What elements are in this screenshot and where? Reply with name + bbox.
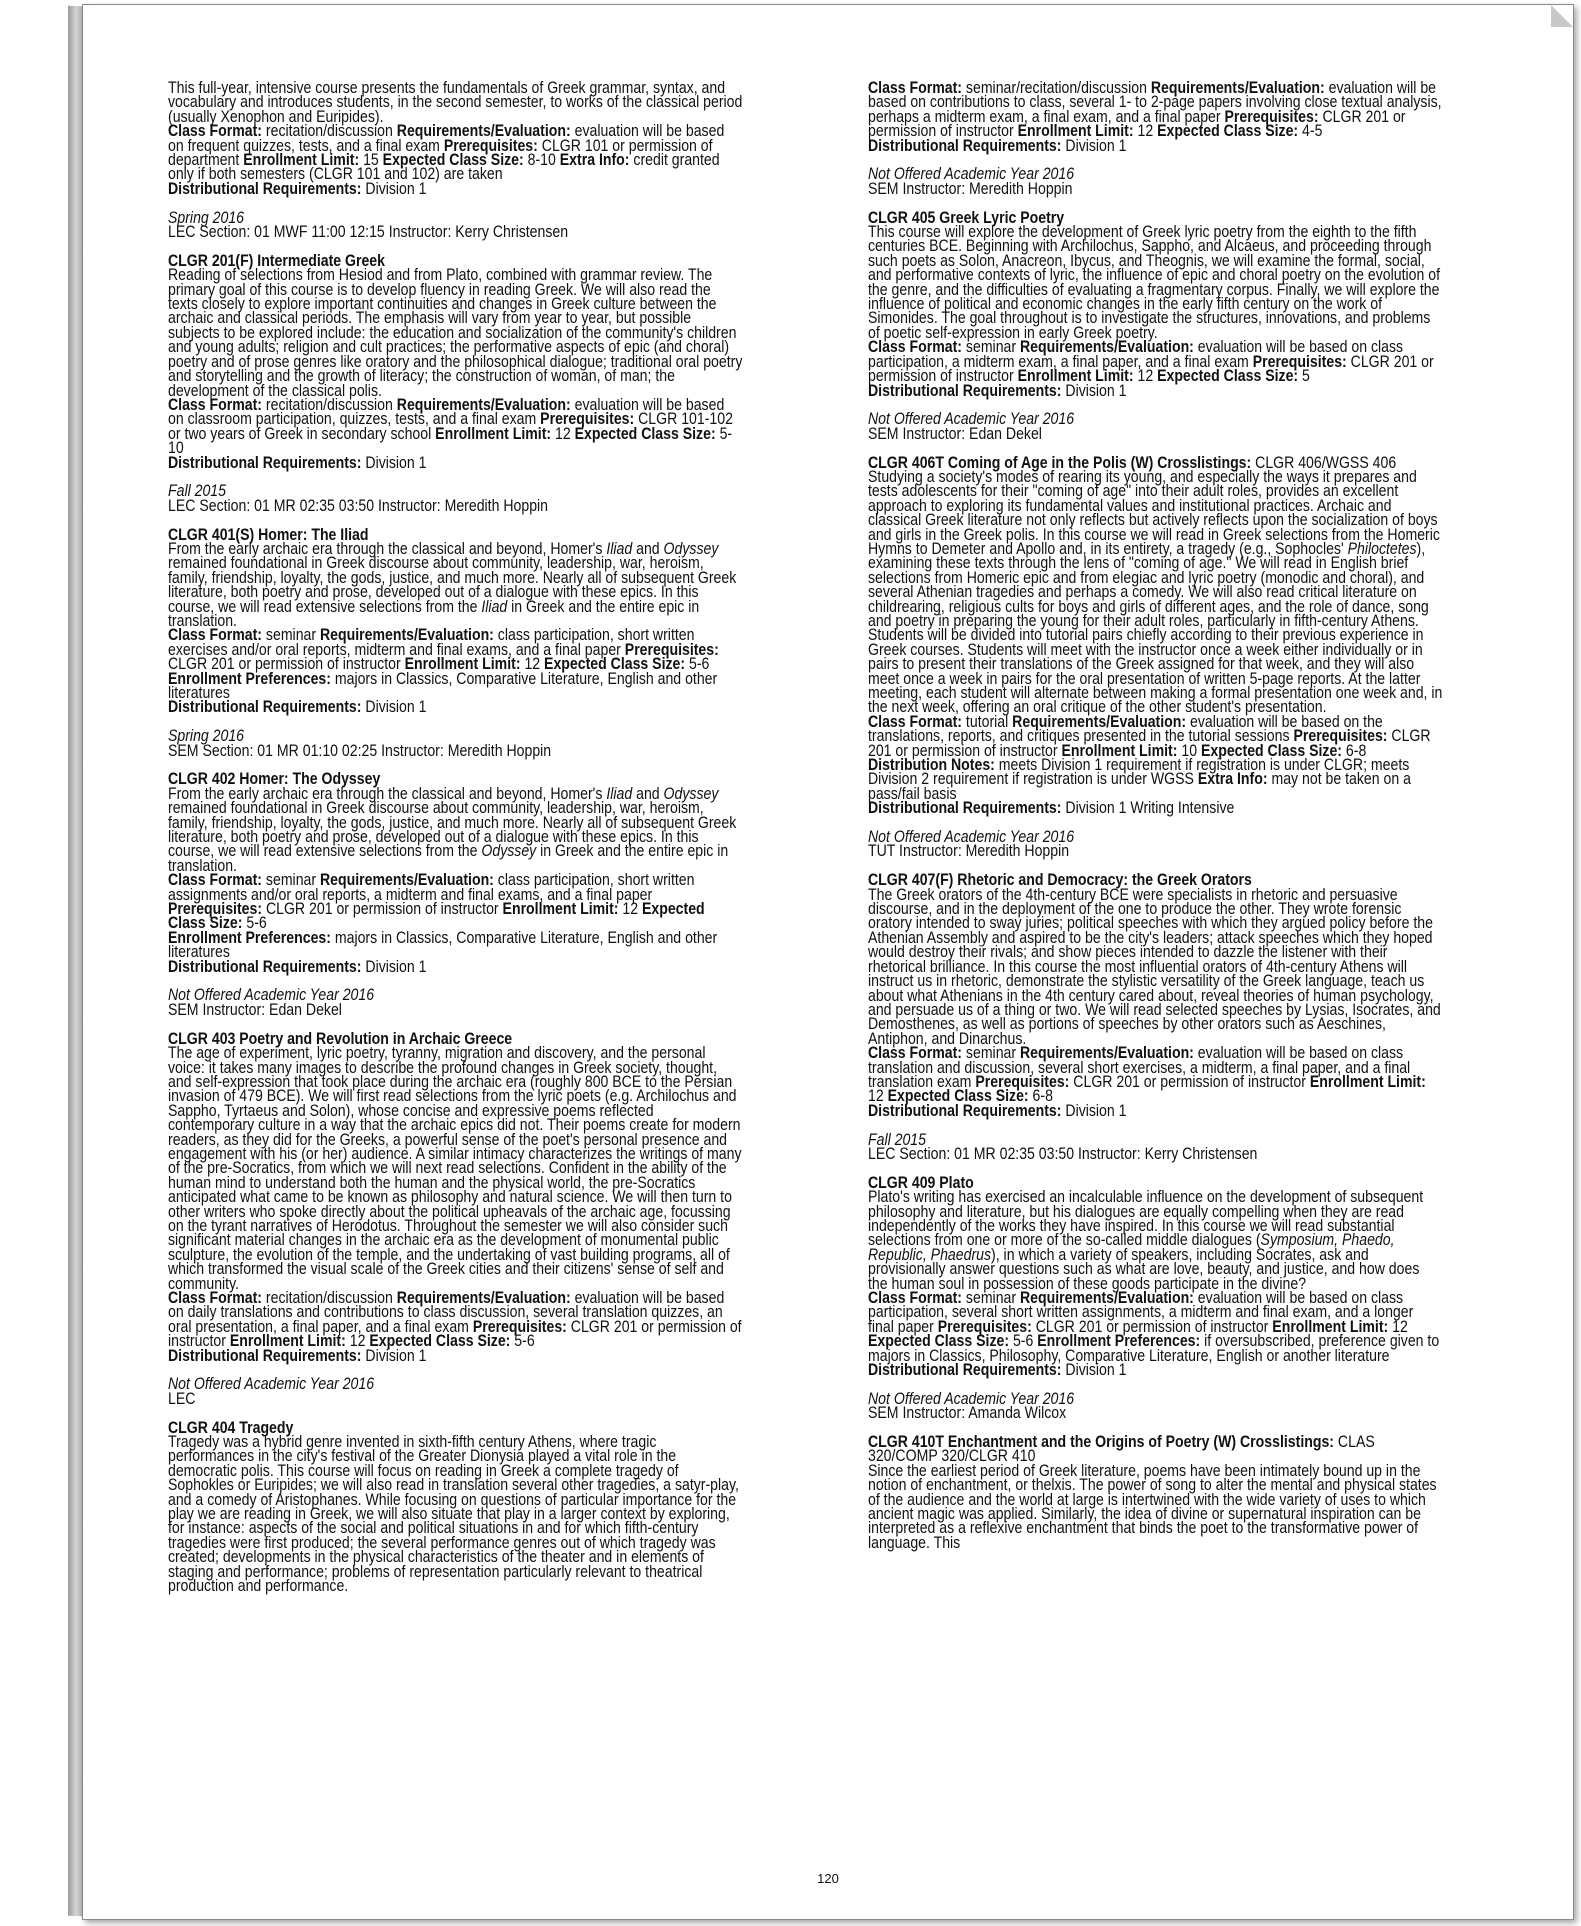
course-description: Tragedy was a hybrid genre invented in sixth-fifth century Athens, where tragic performances in the city's festival of the Greater Dionysia played a vital role in the democratic polis. This course will focus on reading in Greek a complete tragedy of Sophokles or Euripides; we will also read in translation several other tragedies, a satyr-play, and a comedy of Aristophanes. While focusing on questions of particular importance for the play we are reading in Greek, we will also situate that play in a larger context by exploring, for instance: aspects of the social and political situations in and for which fifth-century tragedies were first produced; the several performance genres out of which tragedy was created; developments in the physical characteristics of the theater and in elements of staging and performance; problems of representation particularly relevant to theatrical production and performance. xyxy=(168,1433,739,1596)
catalog-page xyxy=(82,4,1574,1920)
course-description: Plato's writing has exercised an incalculable influence on the development of subsequent philosophy and literature, but his dialogues are equally compelling when they are read independently of the works they have inspired. In this course we will read substantial selections from one or more of the so-called middle dialogues (Symposium, Phaedo, Republic, Phaedrus), in which a variety of speakers, including Socrates, ask and provisionally answer questions such as what are love, beauty, and justice, and how does the human soul in possession of these goods participate in the divine? Class Format: seminar Requirements/Evaluation: evaluation will be based on class participation, several short written assignments, a midterm and final exam, and a longer final paper Prerequisites: CLGR 201 or permission of instructor Enrollment Limit: 12 Expected Class Size: 5-6 Enrollment Preferences: if oversubscribed, preference given to majors in Classics, Philosophy, Comparative Literature, English or another literature Distributional Requirements: Division 1 xyxy=(868,1188,1440,1380)
term-label: Not Offered Academic Year 2016 xyxy=(168,1375,375,1394)
course-title: CLGR 403 Poetry and Revolution in Archaic Greece xyxy=(168,1029,513,1048)
course-description: The Greek orators of the 4th-century BCE were specialists in rhetoric and persuasive discourse, and in the deployment of the one to produce the other. They wrote forensic oratory intended to sway juries; political speeches with which they argued policy before the Athenian Assembly and aspired to be the city's leaders; attack speeches which they hoped would destroy their rivals; and show pieces intended to dazzle the listener with their rhetorical brilliance. In this course the most influential orators of 4th-century Athens will instruct us in rhetoric, demonstrate the stylistic versatility of the Greek language, teach us about what Athenians in the 4th century cared about, reveal theories of human psychology, and persuade us of a thing or two. We will read selected speeches by Lysias, Isocrates, and Demosthenes, as well as portions of speeches by other orators such as Aeschines, Antiphon, and Dinarchus. Class Format: seminar Requirements/Evaluation: evaluation will be based on class translation and discussion, several short exercises, a midterm, a final paper, and a final translation exam Prerequisites: CLGR 201 or permission of instructor Enrollment Limit: 12 Expected Class Size: 6-8 Distributional Requirements: Division 1 xyxy=(868,885,1441,1120)
term-label: Not Offered Academic Year 2016 xyxy=(868,165,1075,184)
course-description: From the early archaic era through the classical and beyond, Homer's Iliad and Odyssey remained foundational in Greek discourse about community, leadership, war, heroism, family, friendship, loyalty, the gods, justice, and much more. Nearly all of subsequent Greek literature, both poetry and prose, developed out of a dialogue with these epics. In this course, we will read extensive selections from the Iliad in Greek and the entire epic in translation. Class Format: seminar Requirements/Evaluation: class participation, short written exercises and/or oral reports, midterm and final exams, and a final paper Prerequisites: CLGR 201 or permission of instructor Enrollment Limit: 12 Expected Class Size: 5-6 Enrollment Preferences: majors in Classics, Comparative Literature, English and other literatures Distributional Requirements: Division 1 xyxy=(168,539,737,717)
section-info: SEM Instructor: Meredith Hoppin xyxy=(868,179,1073,198)
course-description: This full-year, intensive course presents the fundamentals of Greek grammar, syntax, and vocabulary and introduces students, in the second semester, to works of the classical period (usually Xenophon and Euripides). Class Format: recitation/discussion Requirements/Evaluation: evaluation will be based on frequent quizzes, tests, and a final exam Prerequisites: CLGR 101 or permission of department Enrollment Limit: 15 Expected Class Size: 8-10 Extra Info: credit granted only if both semesters (CLGR 101 and 102) are taken Distributional Requirements: Division 1 xyxy=(168,79,743,198)
course-title: CLGR 407(F) Rhetoric and Democracy: the Greek Orators xyxy=(868,871,1252,890)
page-corner-fold xyxy=(1551,5,1573,27)
course-description: Class Format: seminar/recitation/discussion Requirements/Evaluation: evaluation will be based on contributions to class, several 1- to 2-page papers involving close textual analysis, perhaps a midterm exam, a final exam, and a final paper Prerequisites: CLGR 201 or permission of instructor Enrollment Limit: 12 Expected Class Size: 4-5 Distributional Requirements: Division 1 xyxy=(868,79,1442,155)
right-column xyxy=(868,81,1442,1550)
course-title: CLGR 404 Tragedy xyxy=(168,1418,294,1437)
section-info: LEC Section: 01 MR 02:35 03:50 Instructor: Kerry Christensen xyxy=(868,1144,1258,1163)
course-description: Reading of selections from Hesiod and from Plato, combined with grammar review. The primary goal of this course is to develop fluency in reading Greek. We will also read the texts closely to explore important continuities and changes in Greek culture between the archaic and classical periods. The emphasis will vary from year to year, but possible subjects to be explored include: the education and socialization of the community's children and young adults; religion and cult practices; the performative aspects of epic (and choral) poetry and of prose genres like oratory and the philosophical dialogue; traditional oral poetry and storytelling and the growth of literacy; the construction of woman, of man; the development of the classical polis. Class Format: recitation/discussion Requirements/Evaluation: evaluation will be based on classroom participation, quizzes, tests, and a final exam Prerequisites: CLGR 101-102 or two years of Greek in secondary school Enrollment Limit: 12 Expected Class Size: 5-10 Distributional Requirements: Division 1 xyxy=(168,266,743,472)
course-title: CLGR 406T Coming of Age in the Polis (W) Crosslistings: CLGR 406/WGSS 406 xyxy=(868,453,1397,472)
section-info: SEM Section: 01 MR 01:10 02:25 Instructor: Meredith Hoppin xyxy=(168,741,552,760)
left-column xyxy=(168,81,742,1594)
term-label: Not Offered Academic Year 2016 xyxy=(868,410,1075,429)
course-title: CLGR 405 Greek Lyric Poetry xyxy=(868,208,1065,227)
course-description: From the early archaic era through the classical and beyond, Homer's Iliad and Odyssey remained foundational in Greek discourse about community, leadership, war, heroism, family, friendship, loyalty, the gods, justice, and much more. Nearly all of subsequent Greek literature, both poetry and prose, developed out of a dialogue with these epics. In this course, we will read extensive selections from the Odyssey in Greek and the entire epic in translation. Class Format: seminar Requirements/Evaluation: class participation, short written assignments and/or oral reports, a midterm and final exams, and a final paper Prerequisites: CLGR 201 or permission of instructor Enrollment Limit: 12 Expected Class Size: 5-6 Enrollment Preferences: majors in Classics, Comparative Literature, English and other literatures Distributional Requirements: Division 1 xyxy=(168,784,737,976)
course-title: CLGR 201(F) Intermediate Greek xyxy=(168,251,385,270)
section-info: LEC Section: 01 MR 02:35 03:50 Instructor: Meredith Hoppin xyxy=(168,496,549,515)
course-description: This course will explore the development of Greek lyric poetry from the eighth to the fifth centuries BCE. Beginning with Archilochus, Sappho, and Alcaeus, and proceeding through such poets as Solon, Anacreon, Ibycus, and Theognis, we will examine the formal, social, and performative contexts of lyric, the influence of epic and choral poetry on the evolution of the genre, and the difficulties of evaluating a fragmentary corpus. Finally, we will explore the influence of political and economic changes in the early fifth century on the work of Simonides. The goal throughout is to investigate the structures, innovations, and problems of poetic self-expression in early Greek poetry. Class Format: seminar Requirements/Evaluation: evaluation will be based on class participation, a midterm exam, a final paper, and a final exam Prerequisites: CLGR 201 or permission of instructor Enrollment Limit: 12 Expected Class Size: 5 Distributional Requirements: Division 1 xyxy=(868,223,1441,400)
course-title: CLGR 410T Enchantment and the Origins of Poetry (W) Crosslistings: CLAS 320/COMP 320/CLGR 410 xyxy=(868,1433,1375,1466)
term-label: Fall 2015 xyxy=(868,1130,926,1149)
term-label: Spring 2016 xyxy=(168,727,245,746)
term-label: Spring 2016 xyxy=(168,208,245,227)
section-info: SEM Instructor: Edan Dekel xyxy=(168,1000,342,1019)
course-title: CLGR 409 Plato xyxy=(868,1173,974,1192)
course-description: Studying a society's modes of rearing its young, and especially the ways it prepares and tests adolescents for their "coming of age" into their adult roles, provides an excellent approach to exploring its fundamental values and institutional practices. Archaic and classical Greek literature not only reflects but actively reflects upon the socialization of boys and girls in the Greek polis. In this course we will read in Greek selections from the Homeric Hymns to Demeter and Apollo and, in its entirety, a tragedy (e.g., Sophocles' Philoctetes), examining these texts through the lens of "coming of age." We will read in English brief selections from Homeric epic and from elegiac and lyric poetry (monodic and choral), and several Athenian tragedies and perhaps a comedy. We will also read critical literature on childrearing, religious cults for boys and girls of different ages, and the role of dance, song and poetry in preparing the young for their adult roles, particularly in fifth-century Athens. Students will be divided into tutorial pairs chiefly according to their previous experience in Greek courses. Students will meet with the instructor once a week either individually or in pairs to present their translations of the Greek assigned for that week, and they will also meet once a week in pairs for the oral presentation of written 5-page reports. At the latter meeting, each student will alternate between making a formal presentation one week and, in the next week, offering an oral critique of the other student's presentation. Class Format: tutorial Requirements/Evaluation: evaluation will be based on the translations, reports, and critiques presented in the tutorial sessions Prerequisites: CLGR 201 or permission of instructor Enrollment Limit: 10 Expected Class Size: 6-8 Distribution Notes: meets Division 1 requirement if registration is under CLGR; meets Division 2 requirement if registration is under WGSS Extra Info: may not be taken on a pass/fail basis Distributional Requirements: Division 1 Writing Intensive xyxy=(868,467,1443,818)
section-info: TUT Instructor: Meredith Hoppin xyxy=(868,842,1070,861)
section-info: LEC xyxy=(168,1389,196,1408)
term-label: Not Offered Academic Year 2016 xyxy=(868,828,1075,847)
term-label: Not Offered Academic Year 2016 xyxy=(168,986,375,1005)
section-info: SEM Instructor: Amanda Wilcox xyxy=(868,1404,1067,1423)
course-description: Since the earliest period of Greek literature, poems have been intimately bound up in the notion of enchantment, or thelxis. The power of song to alter the mental and physical states of the audience and the world at large is intertwined with the wide variety of uses to which ancient magic was applied. Similarly, the idea of divine or supernatural inspiration can be interpreted as a reflexive enchantment that binds the poet to the transformative power of language. This xyxy=(868,1461,1437,1552)
term-label: Fall 2015 xyxy=(168,482,226,501)
course-title: CLGR 401(S) Homer: The Iliad xyxy=(168,525,369,544)
course-title: CLGR 402 Homer: The Odyssey xyxy=(168,770,381,789)
course-description: The age of experiment, lyric poetry, tyranny, migration and discovery, and the personal voice: it takes many images to describe the profound changes in Greek society, thought, and self-expression that took place during the archaic era (roughly 800 BCE to the Persian invasion of 479 BCE). We will first read selections from the lyric poets (e.g. Archilochus and Sappho, Tyrtaeus and Solon), whose concise and expressive poems reflected contemporary culture in a way that the archaic epics did not. Their poems create for modern readers, as they did for the Greeks, a powerful sense of the poet's personal presence and engagement with his (or her) audience. A similar intimacy characterizes the writings of many of the pre-Socratics, from which we will next read selections. Confident in the ability of the human mind to understand both the human and the physical world, the pre-Socratics anticipated what came to be known as philosophy and natural science. We will then turn to other writers who spoke directly about the political upheavals of the archaic age, focussing on the tyrant narratives of Herodotus. Throughout the semester we will also consider such significant material changes in the archaic era as the development of monumental public sculpture, the evolution of the temple, and the undertaking of vast building programs, all of which transformed the visual scale of the Greek cities and their citizens' sense of self and community. Class Format: recitation/discussion Requirements/Evaluation: evaluation will be based on daily translations and contributions to class discussion, several translation quizzes, an oral presentation, a final paper, and a final exam Prerequisites: CLGR 201 or permission of instructor Enrollment Limit: 12 Expected Class Size: 5-6 Distributional Requirements: Division 1 xyxy=(168,1044,742,1365)
section-info: LEC Section: 01 MWF 11:00 12:15 Instructor: Kerry Christensen xyxy=(168,223,569,242)
term-label: Not Offered Academic Year 2016 xyxy=(868,1389,1075,1408)
page-number: 120 xyxy=(817,1871,839,1886)
section-info: SEM Instructor: Edan Dekel xyxy=(868,424,1042,443)
